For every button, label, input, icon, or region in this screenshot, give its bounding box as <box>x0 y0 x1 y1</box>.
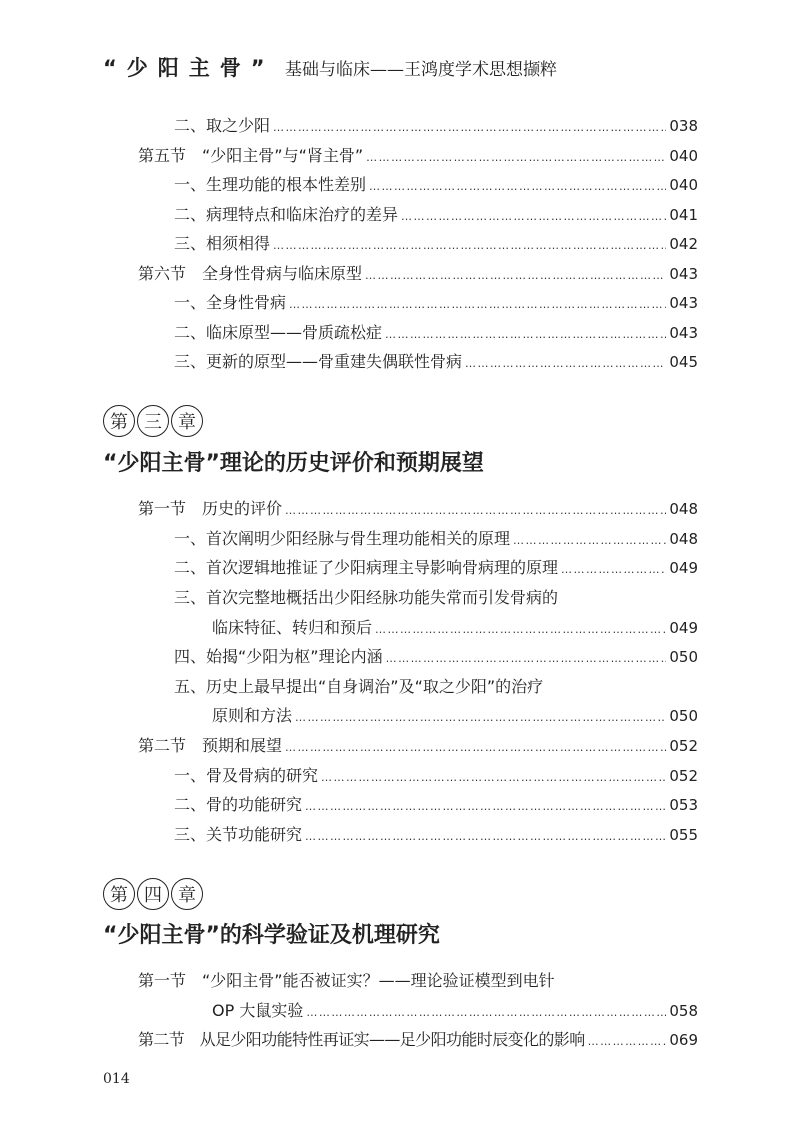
toc-entry-page: 049 <box>669 559 698 577</box>
toc-entry-text: 二、首次逻辑地推证了少阳病理主导影响骨病理的原理 <box>174 558 559 577</box>
leader-dots <box>369 180 666 193</box>
toc-entry-text: 一、骨及骨病的研究 <box>174 766 319 785</box>
toc-entry[interactable] <box>212 615 698 638</box>
leader-dots <box>588 1035 667 1048</box>
toc-entry-page: 043 <box>669 294 698 312</box>
running-header <box>103 52 557 82</box>
toc-entry-page: 040 <box>669 176 698 194</box>
leader-dots <box>305 800 666 813</box>
toc-entry-page: 053 <box>669 796 698 814</box>
toc-entry-text: 临床特征、转归和预后 <box>212 618 373 637</box>
chapter-badge <box>103 878 203 910</box>
page-number: 014 <box>103 1071 130 1087</box>
toc-entry[interactable] <box>138 261 698 284</box>
toc-entry-page: 052 <box>669 737 698 755</box>
toc-entry-text: 原则和方法 <box>212 706 293 725</box>
toc-entry-text[interactable]: 五、历史上最早提出“自身调治”及“取之少阳”的治疗 <box>174 677 544 696</box>
leader-dots <box>366 151 666 164</box>
header-title-main: “少阳主骨” <box>103 56 275 80</box>
toc-entry-page: 048 <box>669 530 698 548</box>
badge-circle: 第 <box>103 405 135 437</box>
chapter-badge <box>103 405 203 437</box>
toc-entry-text: 第六节 全身性骨病与临床原型 <box>138 264 363 283</box>
toc-entry-text: 三、相须相得 <box>174 234 271 253</box>
toc-entry[interactable] <box>174 526 698 549</box>
toc-entry[interactable] <box>174 763 698 786</box>
toc-entry-page: 058 <box>669 1002 698 1020</box>
toc-entry[interactable] <box>174 231 698 254</box>
toc-entry-text[interactable]: 三、首次完整地概括出少阳经脉功能失常而引发骨病的 <box>174 588 559 607</box>
toc-entry-page: 050 <box>669 648 698 666</box>
toc-entry[interactable] <box>138 1027 698 1050</box>
toc-entry-text: 二、临床原型——骨质疏松症 <box>174 323 383 342</box>
toc-entry-text: 三、关节功能研究 <box>174 825 303 844</box>
badge-circle: 章 <box>171 405 203 437</box>
leader-dots <box>513 534 666 547</box>
toc-entry[interactable] <box>174 349 698 372</box>
toc-entry-text: OP 大鼠实验 <box>212 1001 304 1020</box>
leader-dots <box>401 210 666 223</box>
header-title-sub: 基础与临床——王鸿度学术思想撷粹 <box>284 60 557 80</box>
toc-entry[interactable] <box>138 733 698 756</box>
leader-dots <box>273 121 666 134</box>
badge-circle: 章 <box>171 878 203 910</box>
toc-entry-page: 041 <box>669 206 698 224</box>
leader-dots <box>289 298 666 311</box>
toc-entry-page: 055 <box>669 826 698 844</box>
toc-entry-page: 043 <box>669 265 698 283</box>
toc-entry[interactable] <box>138 496 698 519</box>
toc-entry[interactable] <box>174 113 698 136</box>
toc-entry-text: 一、生理功能的根本性差别 <box>174 175 367 194</box>
toc-entry[interactable] <box>174 320 698 343</box>
toc-entry-page: 040 <box>669 147 698 165</box>
leader-dots <box>285 741 666 754</box>
chapter-title: “少阳主骨”理论的历史评价和预期展望 <box>103 451 484 476</box>
toc-entry[interactable] <box>138 143 698 166</box>
toc-entry[interactable] <box>174 644 698 667</box>
toc-entry-text: 一、首次阐明少阳经脉与骨生理功能相关的原理 <box>174 529 511 548</box>
toc-entry-page: 050 <box>669 707 698 725</box>
toc-entry-page: 042 <box>669 235 698 253</box>
leader-dots <box>295 711 666 724</box>
toc-entry-text: 第五节 “少阳主骨”与“肾主骨” <box>138 146 364 165</box>
leader-dots <box>561 563 666 576</box>
toc-entry-text: 第二节 预期和展望 <box>138 736 283 755</box>
toc-entry[interactable] <box>174 822 698 845</box>
leader-dots <box>386 652 667 665</box>
leader-dots <box>285 504 666 517</box>
leader-dots <box>465 357 666 370</box>
toc-entry[interactable] <box>174 290 698 313</box>
toc-entry-text: 第一节 历史的评价 <box>138 499 283 518</box>
toc-entry[interactable] <box>174 792 698 815</box>
toc-entry-text: 二、病理特点和临床治疗的差异 <box>174 205 399 224</box>
toc-entry-text: 第二节 从足少阳功能特性再证实——足少阳功能时辰变化的影响 <box>138 1030 585 1049</box>
toc-entry[interactable] <box>174 172 698 195</box>
toc-entry-page: 045 <box>669 353 698 371</box>
toc-entry[interactable] <box>212 998 698 1021</box>
toc-entry-text[interactable]: 第一节 “少阳主骨”能否被证实？——理论验证模型到电针 <box>138 971 555 990</box>
leader-dots <box>305 830 666 843</box>
leader-dots <box>385 328 666 341</box>
leader-dots <box>321 771 666 784</box>
badge-circle: 三 <box>137 405 169 437</box>
toc-entry-text: 二、骨的功能研究 <box>174 795 303 814</box>
toc-entry[interactable] <box>174 555 698 578</box>
toc-entry[interactable] <box>174 202 698 225</box>
badge-circle: 四 <box>137 878 169 910</box>
toc-entry-page: 048 <box>669 500 698 518</box>
toc-entry[interactable] <box>212 703 698 726</box>
toc-entry-text: 二、取之少阳 <box>174 116 271 135</box>
toc-entry-text: 三、更新的原型——骨重建失偶联性骨病 <box>174 352 463 371</box>
leader-dots <box>273 239 666 252</box>
leader-dots <box>365 269 666 282</box>
toc-entry-page: 049 <box>669 619 698 637</box>
leader-dots <box>306 1006 666 1019</box>
badge-circle: 第 <box>103 878 135 910</box>
toc-entry-page: 038 <box>669 117 698 135</box>
toc-entry-page: 052 <box>669 767 698 785</box>
leader-dots <box>375 623 666 636</box>
chapter-title: “少阳主骨”的科学验证及机理研究 <box>103 923 440 948</box>
toc-entry-text: 四、始揭“少阳为枢”理论内涵 <box>174 647 383 666</box>
toc-entry-text: 一、全身性骨病 <box>174 293 287 312</box>
toc-entry-page: 069 <box>669 1031 698 1049</box>
toc-entry-page: 043 <box>669 324 698 342</box>
